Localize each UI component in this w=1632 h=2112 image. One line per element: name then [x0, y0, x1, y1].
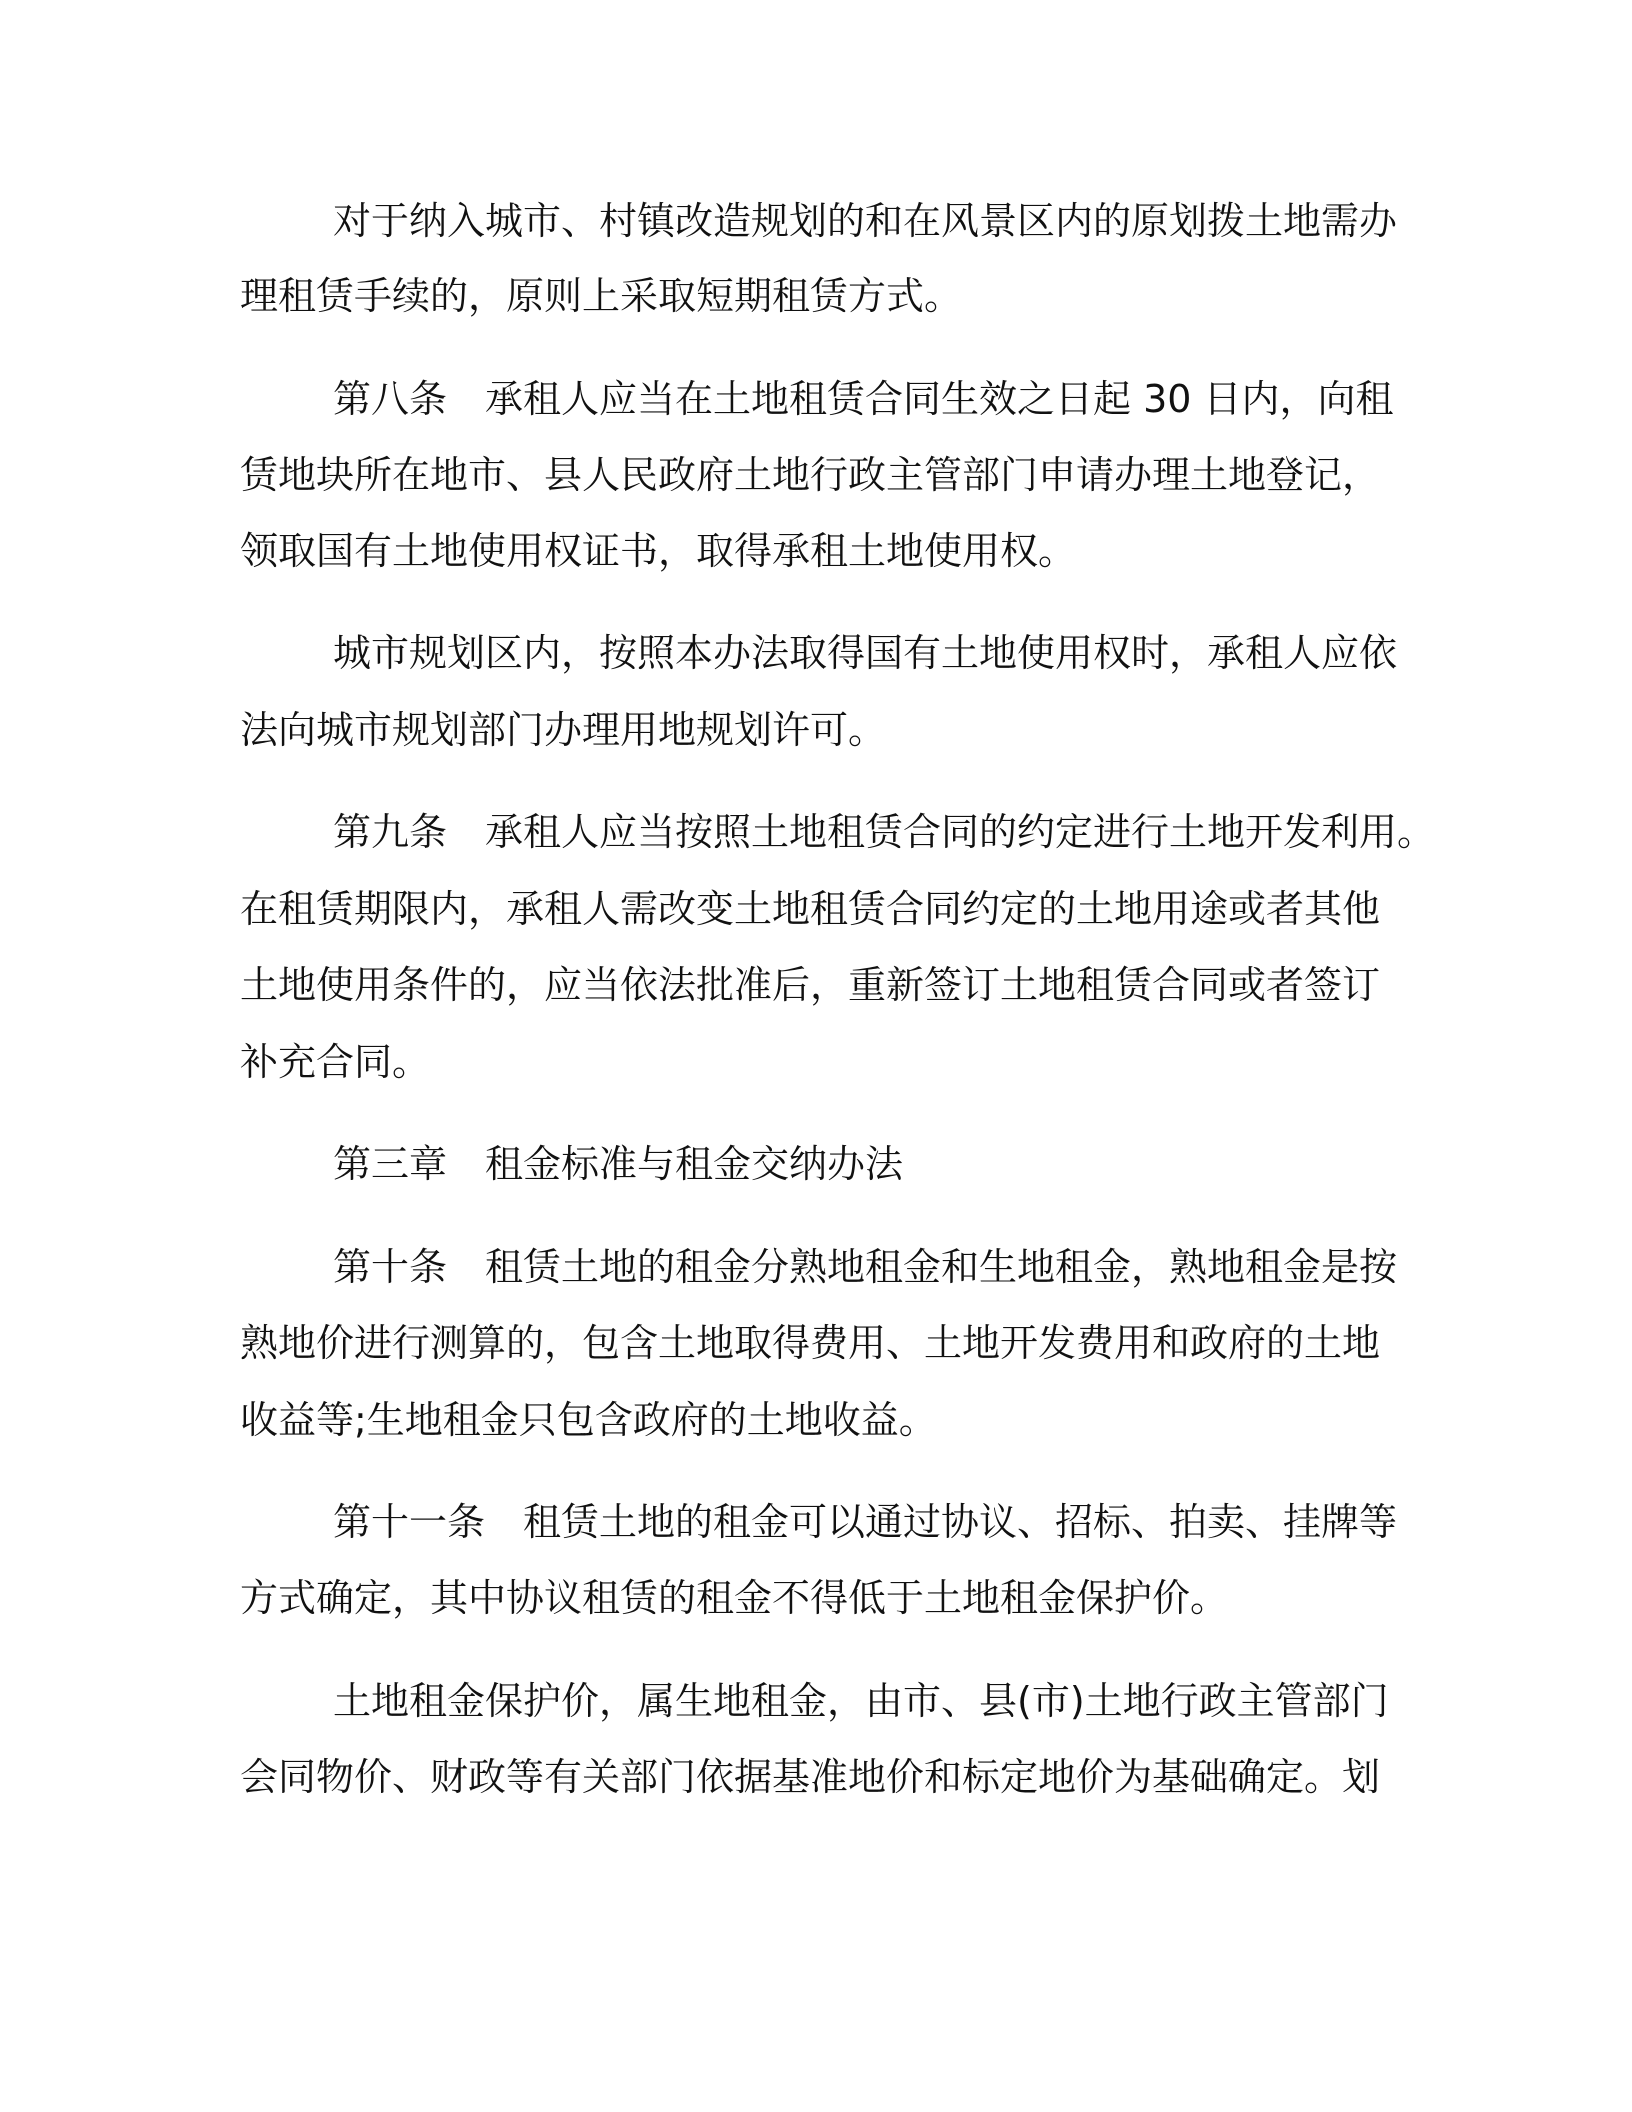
chapter-heading: 第三章 租金标准与租金交纳办法 — [333, 1142, 904, 1186]
paragraph-2-line-3: 领取国有土地使用权证书，取得承租土地使用权。 — [240, 529, 1077, 573]
paragraph-8-line-1: 土地租金保护价，属生地租金，由市、县(市)土地行政主管部门 — [333, 1679, 1389, 1723]
paragraph-1-line-1: 对于纳入城市、村镇改造规划的和在风景区内的原划拨土地需办 — [333, 199, 1398, 243]
paragraph-7-line-1: 第十一条 租赁土地的租金可以通过协议、招标、拍卖、挂牌等 — [333, 1500, 1398, 1544]
paragraph-4-line-1: 第九条 承租人应当按照土地租赁合同的约定进行土地开发利用。 — [333, 810, 1436, 854]
paragraph-4-line-2: 在租赁期限内，承租人需改变土地租赁合同约定的土地用途或者其他 — [240, 887, 1381, 931]
paragraph-8-line-2: 会同物价、财政等有关部门依据基准地价和标定地价为基础确定。划 — [240, 1755, 1381, 1799]
paragraph-6-line-2: 熟地价进行测算的，包含土地取得费用、土地开发费用和政府的土地 — [240, 1321, 1381, 1365]
paragraph-6-line-3: 收益等;生地租金只包含政府的土地收益。 — [240, 1398, 937, 1442]
paragraph-2-line-2: 赁地块所在地市、县人民政府土地行政主管部门申请办理土地登记， — [240, 453, 1381, 497]
paragraph-2-line-1: 第八条 承租人应当在土地租赁合同生效之日起 30 日内，向租 — [333, 377, 1394, 421]
paragraph-3-line-1: 城市规划区内，按照本办法取得国有土地使用权时，承租人应依 — [333, 631, 1398, 675]
paragraph-3-line-2: 法向城市规划部门办理用地规划许可。 — [240, 708, 887, 752]
paragraph-1-line-2: 理租赁手续的，原则上采取短期租赁方式。 — [240, 274, 963, 318]
paragraph-4-line-4: 补充合同。 — [240, 1040, 431, 1084]
paragraph-4-line-3: 土地使用条件的，应当依法批准后，重新签订土地租赁合同或者签订 — [240, 963, 1381, 1007]
paragraph-6-line-1: 第十条 租赁土地的租金分熟地租金和生地租金，熟地租金是按 — [333, 1245, 1398, 1289]
paragraph-7-line-2: 方式确定，其中协议租赁的租金不得低于土地租金保护价。 — [240, 1576, 1229, 1620]
